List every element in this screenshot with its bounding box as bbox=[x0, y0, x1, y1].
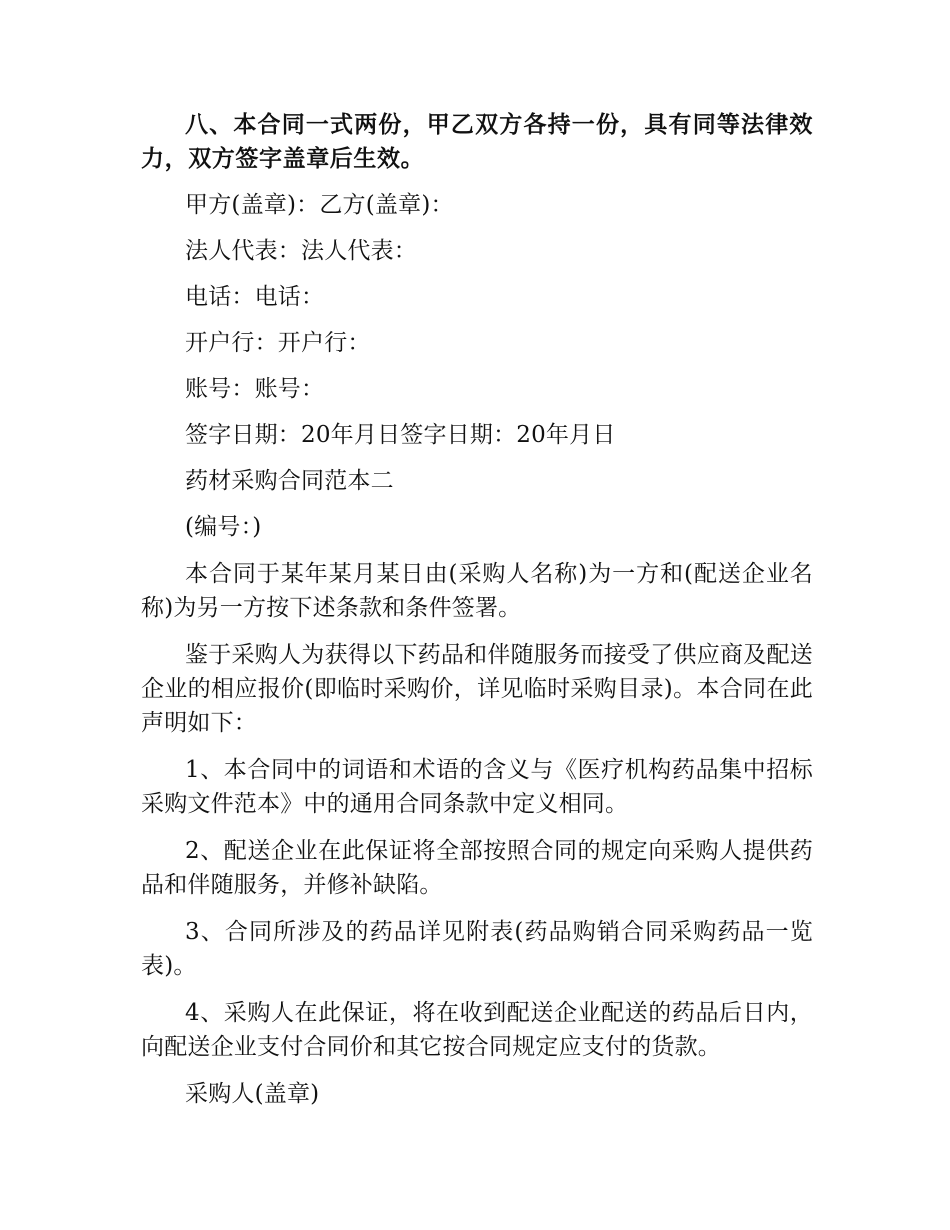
clause-3: 3、合同所涉及的药品详见附表(药品购销合同采购药品一览表)。 bbox=[141, 919, 813, 979]
contract-number: (编号：) bbox=[185, 514, 262, 540]
contract-recital: 鉴于采购人为获得以下药品和伴随服务而接受了供应商及配送企业的相应报价(即临时采购价，详见临时采购目录)。本合同在此声明如下： bbox=[141, 642, 813, 736]
sign-date-line: 签字日期：20年月日签字日期：20年月日 bbox=[185, 422, 616, 448]
account-line: 账号：账号： bbox=[185, 376, 325, 402]
clause-4: 4、采购人在此保证，将在收到配送企业配送的药品后日内，向配送企业支付合同价和其它按合同规定应支付的货款。 bbox=[141, 1000, 813, 1060]
purchaser-seal-line: 采购人(盖章) bbox=[185, 1081, 320, 1107]
contract-template-title: 药材采购合同范本二 bbox=[185, 468, 394, 494]
legal-representative-line: 法人代表：法人代表： bbox=[185, 238, 417, 264]
document-body bbox=[141, 108, 813, 1111]
phone-line: 电话：电话： bbox=[185, 284, 325, 310]
clause-1: 1、本合同中的词语和术语的含义与《医疗机构药品集中招标采购文件范本》中的通用合同条款中定义相同。 bbox=[141, 757, 813, 817]
bank-line: 开户行：开户行： bbox=[185, 330, 371, 356]
clause-8-validity: 八、本合同一式两份，甲乙双方各持一份，具有同等法律效力，双方签字盖章后生效。 bbox=[141, 112, 813, 172]
contract-intro: 本合同于某年某月某日由(采购人名称)为一方和(配送企业名称)为另一方按下述条款和条件签署。 bbox=[141, 561, 813, 621]
party-seal-line: 甲方(盖章)：乙方(盖章)： bbox=[185, 192, 454, 218]
clause-2: 2、配送企业在此保证将全部按照合同的规定向采购人提供药品和伴随服务，并修补缺陷。 bbox=[141, 838, 813, 898]
